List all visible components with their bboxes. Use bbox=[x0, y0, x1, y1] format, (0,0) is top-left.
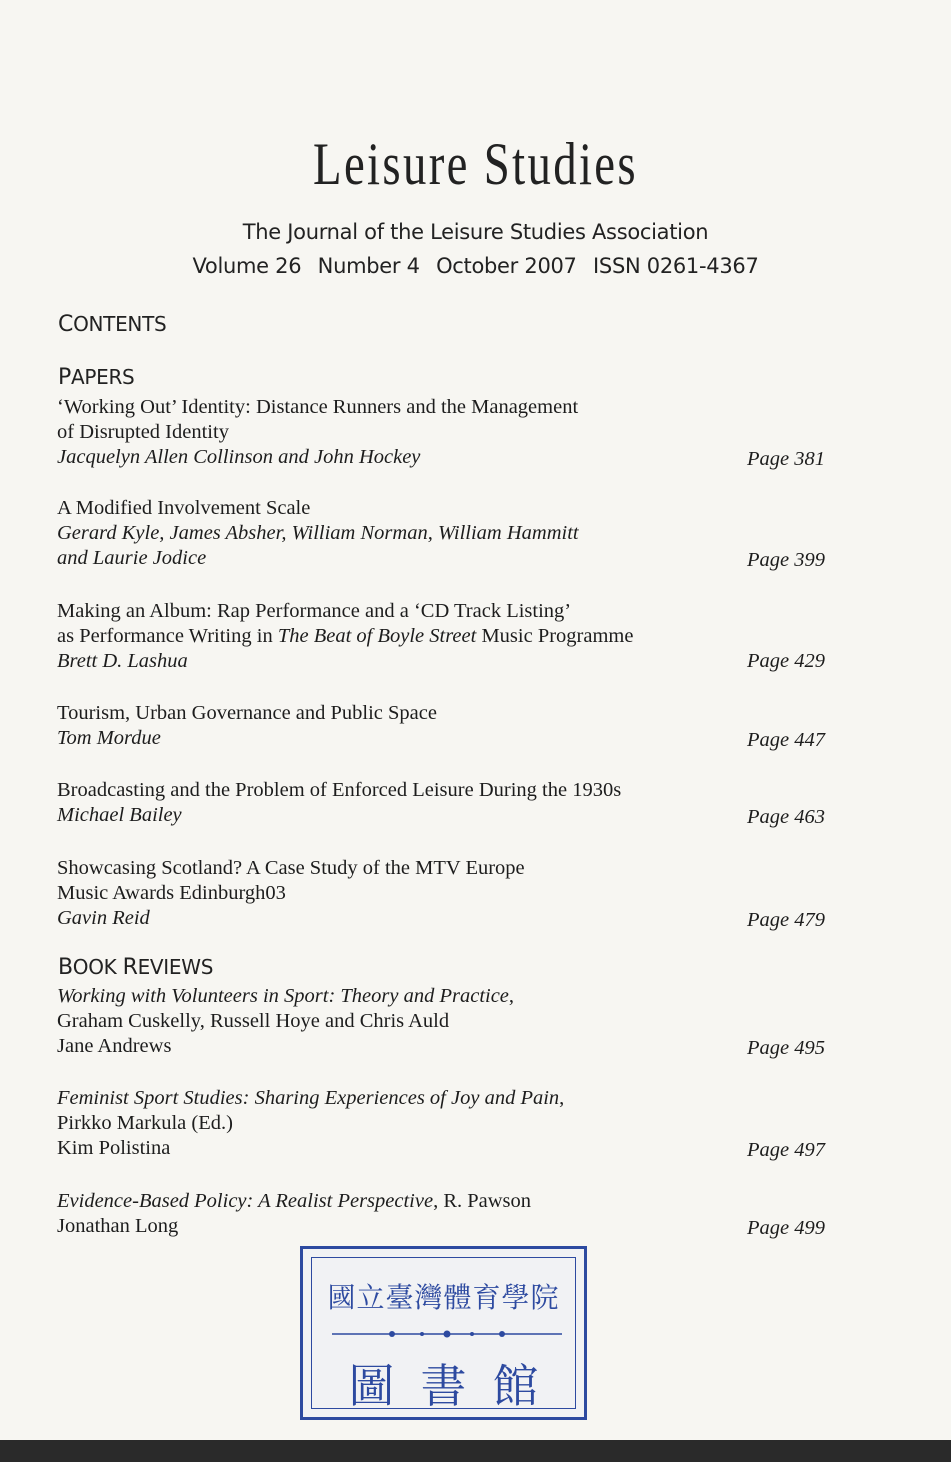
stamp-institution: 國立臺灣體育學院 bbox=[327, 1281, 560, 1314]
book-suffix: , bbox=[559, 1087, 565, 1109]
paper-title: of Disrupted Identity bbox=[57, 421, 229, 443]
programme-title: The Beat of Boyle Street bbox=[277, 625, 477, 647]
reviews-rest: EVIEWS bbox=[137, 955, 214, 979]
reviews-initial: R bbox=[122, 955, 138, 980]
paper-authors: and Laurie Jodice bbox=[57, 547, 207, 569]
paper-title: Broadcasting and the Problem of Enforced Leisure During the 1930s bbox=[57, 779, 622, 801]
paper-authors: Tom Mordue bbox=[57, 727, 161, 749]
number: Number 4 bbox=[317, 254, 420, 278]
contents-initial: C bbox=[58, 312, 74, 337]
issn: ISSN 0261-4367 bbox=[593, 254, 759, 278]
paper-title: Music Awards Edinburgh03 bbox=[57, 882, 286, 904]
book-authors: Pirkko Markula (Ed.) bbox=[57, 1112, 233, 1134]
paper-authors: Gavin Reid bbox=[57, 907, 150, 929]
papers-rest: APERS bbox=[70, 365, 135, 389]
contents-heading bbox=[58, 312, 166, 337]
page-number: Page 399 bbox=[747, 549, 825, 571]
contents-rest: ONTENTS bbox=[73, 312, 167, 336]
page-number: Page 463 bbox=[747, 806, 825, 828]
page-number: Page 499 bbox=[747, 1217, 825, 1239]
paper-title-part: Music Programme bbox=[476, 625, 634, 647]
volume: Volume 26 bbox=[192, 254, 302, 278]
page-number: Page 381 bbox=[747, 448, 825, 470]
book-title: Evidence-Based Policy: A Realist Perspective bbox=[57, 1190, 434, 1212]
book-rest: OOK bbox=[72, 955, 117, 979]
book-initial: B bbox=[58, 955, 73, 980]
page-number: Page 497 bbox=[747, 1139, 825, 1161]
papers-initial: P bbox=[58, 365, 71, 390]
book-reviews-heading bbox=[58, 955, 213, 980]
issue-info bbox=[0, 254, 951, 278]
papers-heading bbox=[58, 365, 134, 390]
paper-title bbox=[57, 624, 837, 649]
review-entry[interactable] bbox=[57, 1086, 837, 1161]
stamp-border bbox=[311, 1257, 576, 1413]
journal-subtitle: The Journal of the Leisure Studies Association bbox=[242, 220, 709, 244]
review-entry[interactable] bbox=[57, 984, 837, 1059]
paper-entry[interactable] bbox=[57, 599, 837, 674]
paper-authors: Gerard Kyle, James Absher, William Norman, William Hammitt bbox=[57, 522, 579, 544]
book-title: Working with Volunteers in Sport: Theory and Practice bbox=[57, 985, 509, 1007]
review-book-line bbox=[57, 1189, 837, 1214]
book-title: Feminist Sport Studies: Sharing Experiences of Joy and Pain bbox=[57, 1087, 560, 1109]
stamp-library: 圖書館 bbox=[348, 1359, 565, 1413]
book-suffix: , R. Pawson bbox=[433, 1190, 532, 1212]
book-authors: Graham Cuskelly, Russell Hoye and Chris Auld bbox=[57, 1010, 450, 1032]
paper-title: A Modified Involvement Scale bbox=[57, 497, 311, 519]
paper-title-part: as Performance Writing in bbox=[57, 625, 278, 647]
review-entry[interactable] bbox=[57, 1189, 837, 1239]
book-suffix: , bbox=[508, 985, 515, 1007]
paper-authors: Brett D. Lashua bbox=[57, 650, 188, 672]
paper-title: ‘Working Out’ Identity: Distance Runners and the Management bbox=[57, 396, 579, 418]
paper-entry[interactable] bbox=[57, 395, 837, 470]
paper-authors: Jacquelyn Allen Collinson and John Hockey bbox=[57, 446, 421, 468]
paper-entry[interactable] bbox=[57, 701, 837, 751]
paper-entry[interactable] bbox=[57, 778, 837, 828]
issue-date: October 2007 bbox=[436, 254, 577, 278]
library-stamp bbox=[300, 1246, 587, 1420]
reviewer: Jonathan Long bbox=[57, 1215, 179, 1237]
review-book-line bbox=[57, 1086, 837, 1111]
paper-entry[interactable] bbox=[57, 496, 837, 571]
page-number: Page 479 bbox=[747, 909, 825, 931]
paper-authors: Michael Bailey bbox=[57, 804, 182, 826]
paper-entry[interactable] bbox=[57, 856, 837, 931]
scan-bottom-edge bbox=[0, 1440, 951, 1462]
paper-title: Showcasing Scotland? A Case Study of the MTV Europe bbox=[57, 857, 525, 879]
paper-title: Making an Album: Rap Performance and a ‘CD Track Listing’ bbox=[57, 600, 572, 622]
page-number: Page 429 bbox=[747, 650, 825, 672]
paper-title: Tourism, Urban Governance and Public Space bbox=[57, 702, 437, 724]
reviewer: Kim Polistina bbox=[57, 1137, 171, 1159]
review-book-line bbox=[57, 984, 837, 1009]
reviewer: Jane Andrews bbox=[57, 1035, 172, 1057]
stamp-divider bbox=[332, 1328, 562, 1340]
page-number: Page 447 bbox=[747, 729, 825, 751]
journal-title: Leisure Studies bbox=[313, 131, 638, 197]
page-number: Page 495 bbox=[747, 1037, 825, 1059]
